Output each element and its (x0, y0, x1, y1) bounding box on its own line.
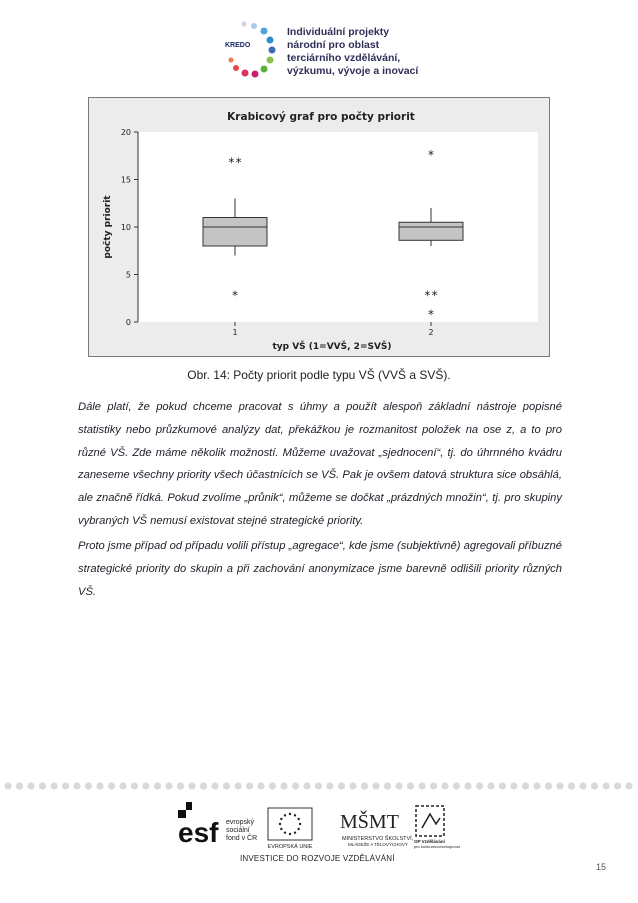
eu-star-icon (279, 823, 281, 825)
y-tick-label: 15 (120, 175, 131, 185)
op-vk-logo (414, 806, 461, 849)
page-number: 15 (596, 862, 607, 872)
divider-dot (292, 782, 299, 789)
divider-dot (545, 782, 552, 789)
divider-dot (568, 782, 575, 789)
divider-dot (476, 782, 483, 789)
eu-star-icon (284, 814, 286, 816)
esf-text-line: evropský (226, 819, 255, 826)
divider-dot (177, 782, 184, 789)
eu-star-icon (280, 818, 282, 820)
y-tick-label: 20 (120, 128, 131, 137)
eu-star-icon (284, 831, 286, 833)
x-tick-label: 1 (232, 328, 238, 337)
divider-dot (223, 782, 230, 789)
divider-dot (27, 782, 34, 789)
esf-text-line: sociální (226, 827, 250, 834)
esf-text-line: fond v ČR (226, 835, 258, 842)
divider-dot (188, 782, 195, 789)
divider-dot (200, 782, 207, 789)
eu-star-icon (294, 814, 296, 816)
ministry-text-line: MLÁDEŽE A TĚLOVÝCHOVY (348, 842, 408, 847)
chart-title: Krabicový graf pro počty priorit (227, 111, 415, 123)
divider-dot (234, 782, 241, 789)
body-paragraph: Dále platí, že pokud chceme pracovat s úhmy a použít alespoň základní nástroje popisné statistiky nebo průzkumové analýzy dat, překážkou je rozmanitost položek na ose z, a to pro různé VŠ. Zde máme několik možností. Můžeme uvažovat „sjednocení“, tj. do úhrnného kvádru zaneseme všechny priority všech účastnících se VŠ. Pak je ovšem datová struktura sice obsáhlá, ale značně řídká. Pokud zvolíme „průnik“, můžeme se dočkat „prázdných množin“, tj. pro skupiny vybraných VŠ nemusí existovat stejné strategické priority. (78, 401, 562, 527)
eu-star-icon (280, 828, 282, 830)
divider-dot (464, 782, 471, 789)
divider-dot (131, 782, 138, 789)
eu-star-icon (297, 828, 299, 830)
divider-dot (591, 782, 598, 789)
divider-dot (430, 782, 437, 789)
esf-logo (178, 802, 257, 848)
divider-dot (556, 782, 563, 789)
box (399, 222, 463, 240)
divider-dot (211, 782, 218, 789)
divider-dot (372, 782, 379, 789)
divider-dot (315, 782, 322, 789)
kredo-dots-icon (214, 18, 294, 86)
divider-dot (62, 782, 69, 789)
y-tick-label: 5 (125, 270, 131, 280)
divider-dot (499, 782, 506, 789)
divider-dot (142, 782, 149, 789)
eu-star-icon (299, 823, 301, 825)
divider-dot (614, 782, 621, 789)
kredo-label: KREDO (225, 42, 251, 49)
eu-flag-logo (268, 808, 313, 850)
outlier-marker: * (427, 147, 435, 162)
box (203, 218, 267, 247)
divider-dot (257, 782, 264, 789)
y-tick-label: 10 (120, 223, 131, 232)
divider-dot (269, 782, 276, 789)
header-line: terciárního vzdělávání, (287, 52, 401, 64)
divider-dot (16, 782, 23, 789)
eu-star-icon (297, 818, 299, 820)
investment-slogan: INVESTICE DO ROZVOJE VZDĚLÁVÁNÍ (240, 854, 395, 863)
y-tick-label: 0 (125, 318, 131, 327)
divider-dot (361, 782, 368, 789)
eu-star-icon (289, 833, 291, 835)
figure-caption: Obr. 14: Počty priorit podle typu VŠ (VVŠ a SVŠ). (187, 368, 451, 382)
divider-dot (510, 782, 517, 789)
header-line: Individuální projekty (287, 26, 390, 38)
divider-dot (154, 782, 161, 789)
outlier-marker: ** (423, 288, 439, 303)
header-line: národní pro oblast (287, 39, 380, 51)
boxplot-chart (88, 97, 550, 357)
ministry-text-line: MINISTERSTVO ŠKOLSTVÍ, (342, 836, 414, 842)
divider-dot (85, 782, 92, 789)
eu-label: EVROPSKÁ UNIE (267, 844, 313, 850)
op-text-line: OP Vzdělávání (414, 839, 445, 844)
msmt-logo (340, 809, 414, 847)
divider-dot (441, 782, 448, 789)
eu-star-icon (289, 813, 291, 815)
divider-dot (96, 782, 103, 789)
plot-area (138, 132, 538, 322)
header-line: výzkumu, vývoje a inovací (287, 65, 419, 77)
divider-dot (407, 782, 414, 789)
divider-dot (303, 782, 310, 789)
divider-dot (418, 782, 425, 789)
divider-dot (165, 782, 172, 789)
eu-star-icon (294, 831, 296, 833)
outlier-marker: ** (227, 155, 243, 170)
footer-dotted-divider (0, 779, 638, 793)
divider-dot (50, 782, 57, 789)
esf-mark: esf (178, 817, 219, 848)
divider-dot (338, 782, 345, 789)
divider-dot (246, 782, 253, 789)
divider-dot (384, 782, 391, 789)
op-text-line: pro konkurenceschopnost (414, 844, 460, 849)
divider-dot (395, 782, 402, 789)
header-title (287, 26, 418, 78)
divider-dot (579, 782, 586, 789)
divider-dot (453, 782, 460, 789)
divider-dot (533, 782, 540, 789)
divider-dot (39, 782, 46, 789)
divider-dot (487, 782, 494, 789)
divider-dot (73, 782, 80, 789)
outlier-marker: * (231, 288, 239, 303)
x-axis-label: typ VŠ (1=VVŠ, 2=SVŠ) (272, 342, 392, 352)
x-tick-label: 2 (428, 328, 434, 337)
divider-dot (108, 782, 115, 789)
body-paragraph: Proto jsme případ od případu volili přístup „agregace“, kde jsme (subjektivně) agregovali příbuzné strategické priority do skupin a při zachování anonymizace jsme barevně odlišili priority různých VŠ. (78, 540, 562, 598)
msmt-mark: MŠMT (340, 811, 399, 833)
divider-dot (4, 782, 11, 789)
y-axis-label: počty priorit (103, 195, 113, 259)
divider-dot (625, 782, 632, 789)
divider-dot (119, 782, 126, 789)
outlier-marker: * (427, 307, 435, 322)
divider-dot (522, 782, 529, 789)
divider-dot (349, 782, 356, 789)
divider-dot (326, 782, 333, 789)
divider-dot (280, 782, 287, 789)
divider-dot (602, 782, 609, 789)
